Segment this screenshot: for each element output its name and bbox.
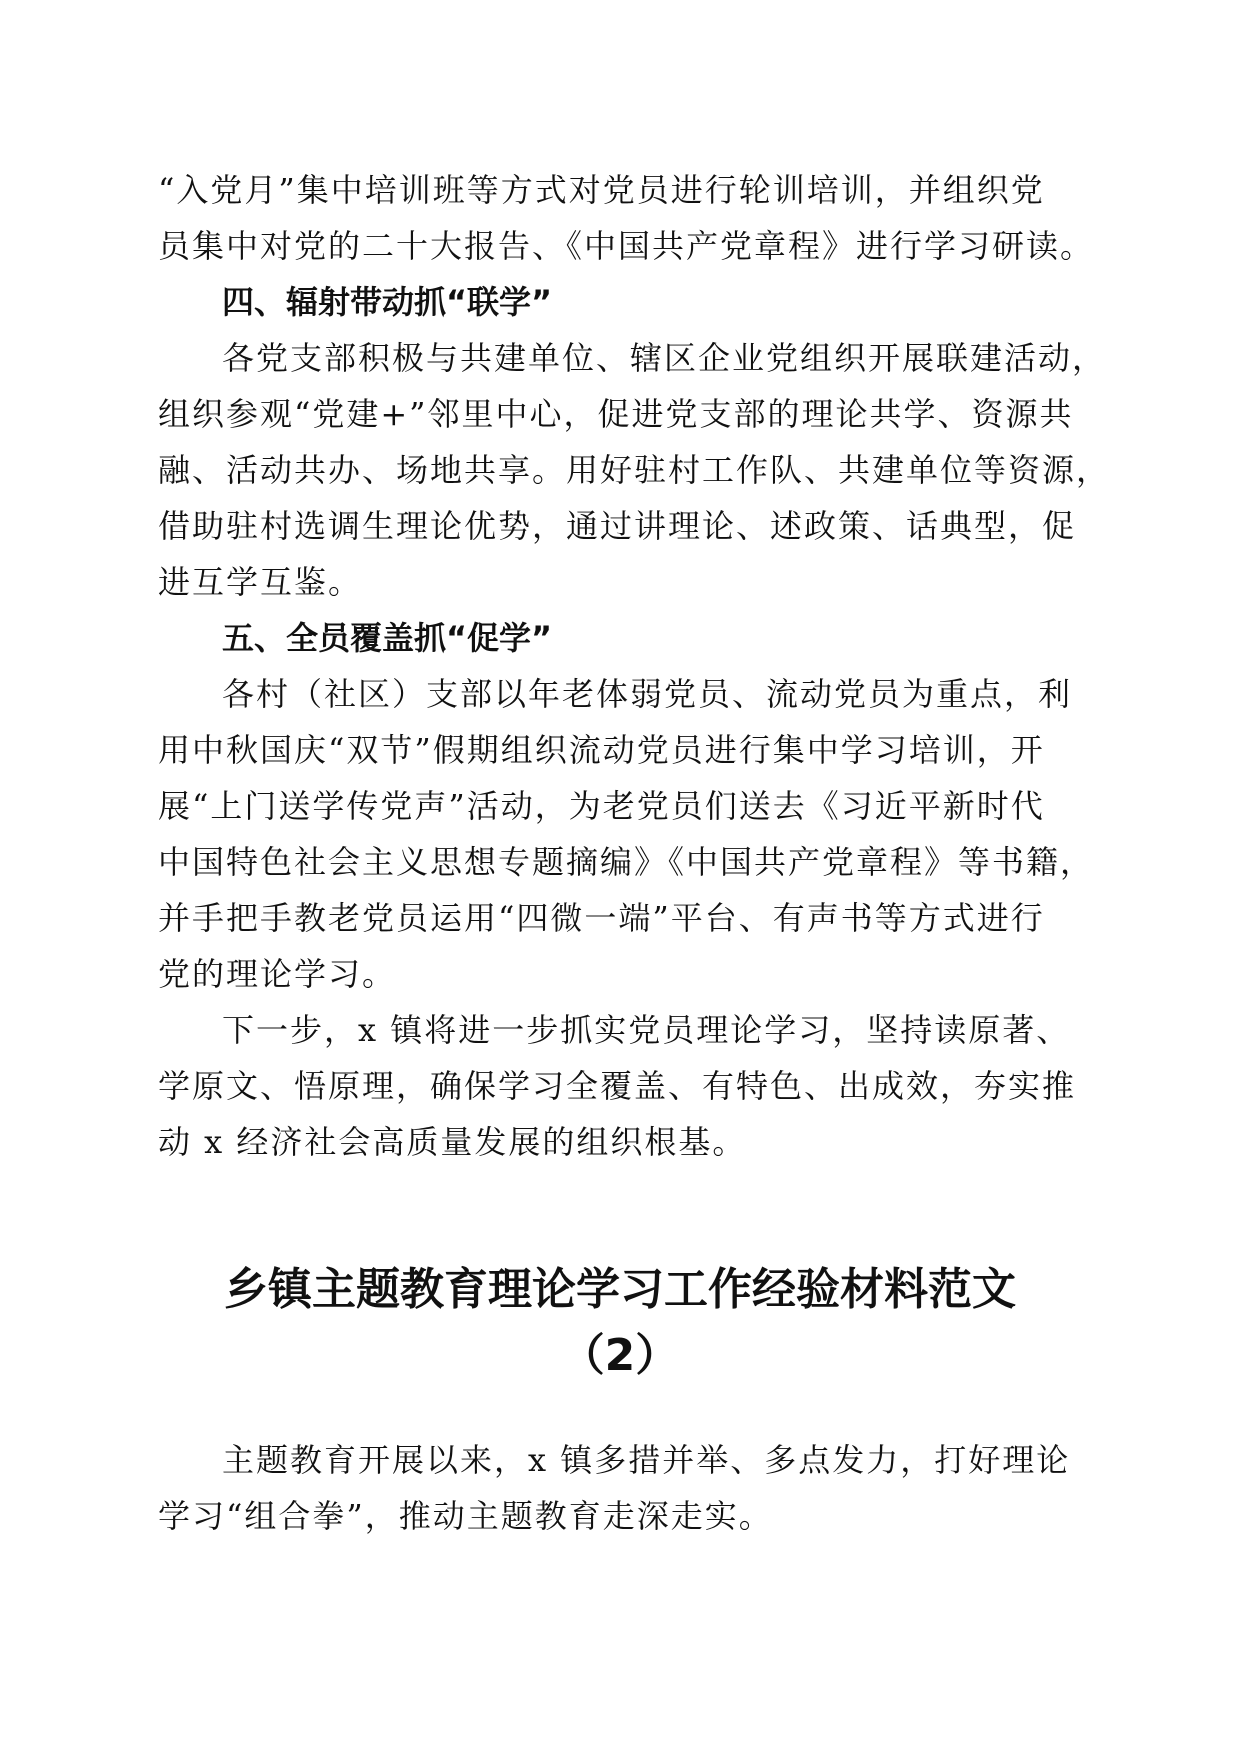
paragraph-line: 展“上门送学传党声”活动，为老党员们送去《习近平新时代	[158, 787, 1045, 825]
paragraph-line: 各党支部积极与共建单位、辖区企业党组织开展联建活动，	[222, 339, 1107, 377]
paragraph-line: 员集中对党的二十大报告、《中国共产党章程》进行学习研读。	[158, 227, 1095, 265]
paragraph-line: 主题教育开展以来，x 镇多措并举、多点发力，打好理论	[222, 1441, 1071, 1479]
paragraph-line: 组织参观“党建+”邻里中心，促进党支部的理论共学、资源共	[158, 395, 1074, 433]
paragraph-line: 各村（社区）支部以年老体弱党员、流动党员为重点，利	[222, 675, 1073, 713]
section-heading-5: 五、全员覆盖抓“促学”	[222, 619, 553, 657]
paragraph-line: 并手把手教老党员运用“四微一端”平台、有声书等方式进行	[158, 899, 1045, 937]
paragraph-line: 用中秋国庆“双节”假期组织流动党员进行集中学习培训，开	[158, 731, 1045, 769]
paragraph-line: 学原文、悟原理，确保学习全覆盖、有特色、出成效，夯实推	[158, 1067, 1077, 1105]
paragraph-line: 下一步，x 镇将进一步抓实党员理论学习，坚持读原著、	[222, 1011, 1071, 1049]
paragraph-line: 党的理论学习。	[158, 955, 397, 993]
article-title-number: （2）	[560, 1330, 680, 1381]
paragraph-line: 中国特色社会主义思想专题摘编》《中国共产党章程》等书籍，	[158, 843, 1095, 881]
paragraph-line: 进互学互鉴。	[158, 563, 363, 601]
paragraph-line: 借助驻村选调生理论优势，通过讲理论、述政策、话典型，促	[158, 507, 1077, 545]
paragraph-line: 动 x 经济社会高质量发展的组织根基。	[158, 1123, 747, 1161]
article-title: 乡镇主题教育理论学习工作经验材料范文	[224, 1264, 1016, 1315]
paragraph-line: 融、活动共办、场地共享。用好驻村工作队、共建单位等资源，	[158, 451, 1111, 489]
paragraph-line: 学习“组合拳”，推动主题教育走深走实。	[158, 1497, 773, 1535]
section-heading-4: 四、辐射带动抓“联学”	[222, 283, 553, 321]
paragraph-line: “入党月”集中培训班等方式对党员进行轮训培训，并组织党	[158, 171, 1045, 209]
